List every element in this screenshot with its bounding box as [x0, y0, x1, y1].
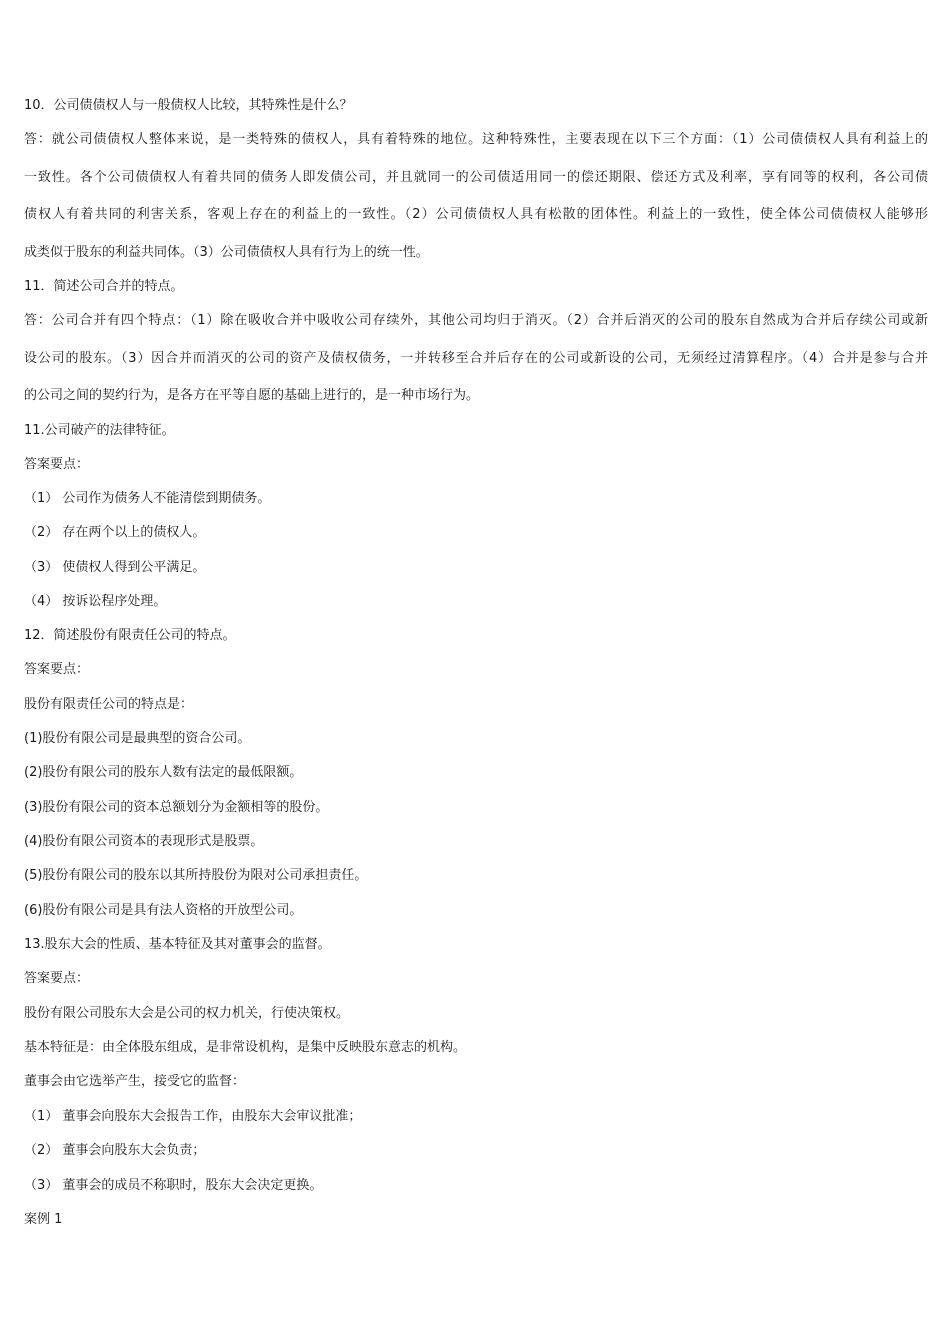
- question-13-title: 13.股东大会的性质、基本特征及其对董事会的监督。: [24, 937, 331, 952]
- list-item: （2） 董事会向股东大会负责；: [24, 1143, 206, 1158]
- question-10-answer-line: 债权人有着共同的利害关系，客观上存在的利益上的一致性。（2）公司债债权人具有松散的团体性。利益上的一致性，使全体公司债债权人能够形: [24, 207, 928, 222]
- list-item: （1） 董事会向股东大会报告工作，由股东大会审议批准；: [24, 1109, 362, 1124]
- question-10-title: 10．公司债债权人与一般债权人比较，其特殊性是什么？: [24, 98, 353, 113]
- list-item: （3） 董事会的成员不称职时，股东大会决定更换。: [24, 1178, 323, 1193]
- list-item: (2)股份有限公司的股东人数有法定的最低限额。: [24, 765, 303, 780]
- question-11-merger-answer-line: 设公司的股东。（3）因合并而消灭的公司的资产及债权债务，一并转移至合并后存在的公司或新设的公司，无须经过清算程序。（4）合并是参与合并: [24, 351, 928, 366]
- question-13-text-line: 董事会由它选举产生，接受它的监督：: [24, 1074, 246, 1089]
- question-11-merger-answer-line: 答：公司合并有四个特点：（1）除在吸收合并中吸收公司存续外，其他公司均归于消灭。（2）合并后消灭的公司的股东自然成为合并后存续公司或新: [24, 313, 928, 328]
- answer-label: 答案要点：: [24, 457, 90, 472]
- list-item: （4） 按诉讼程序处理。: [24, 594, 167, 609]
- question-10-answer-line: 答：就公司债债权人整体来说，是一类特殊的债权人，具有着特殊的地位。这种特殊性，主要表现在以下三个方面：（1）公司债债权人具有利益上的: [24, 132, 928, 147]
- list-item: (6)股份有限公司是具有法人资格的开放型公司。: [24, 903, 303, 918]
- question-11-merger-title: 11．简述公司合并的特点。: [24, 279, 184, 294]
- list-item: （1） 公司作为债务人不能清偿到期债务。: [24, 491, 271, 506]
- list-item: （2） 存在两个以上的债权人。: [24, 525, 206, 540]
- question-13-text-line: 基本特征是：由全体股东组成，是非常设机构，是集中反映股东意志的机构。: [24, 1040, 467, 1055]
- list-item: (4)股份有限公司资本的表现形式是股票。: [24, 834, 264, 849]
- answer-label: 答案要点：: [24, 662, 90, 677]
- question-11-bankruptcy-title: 11.公司破产的法律特征。: [24, 423, 175, 438]
- list-item: (1)股份有限公司是最典型的资合公司。: [24, 731, 251, 746]
- question-13-text-line: 股份有限公司股东大会是公司的权力机关，行使决策权。: [24, 1006, 350, 1021]
- list-item: (3)股份有限公司的资本总额划分为金额相等的股份。: [24, 800, 329, 815]
- question-11-merger-answer-line: 的公司之间的契约行为，是各方在平等自愿的基础上进行的，是一种市场行为。: [24, 388, 480, 403]
- question-10-answer-line: 成类似于股东的利益共同体。（3）公司债债权人具有行为上的统一性。: [24, 245, 429, 260]
- case-title: 案例 1: [24, 1212, 63, 1227]
- list-item: （3） 使债权人得到公平满足。: [24, 560, 206, 575]
- question-12-title: 12．简述股份有限责任公司的特点。: [24, 628, 236, 643]
- answer-label: 答案要点：: [24, 971, 90, 986]
- question-10-answer-line: 一致性。各个公司债债权人有着共同的债务人即发债公司，并且就同一的公司债适用同一的偿还期限、偿还方式及利率，享有同等的权利，各公司债: [24, 170, 928, 185]
- question-12-intro: 股份有限责任公司的特点是：: [24, 697, 194, 712]
- list-item: (5)股份有限公司的股东以其所持股份为限对公司承担责任。: [24, 868, 368, 883]
